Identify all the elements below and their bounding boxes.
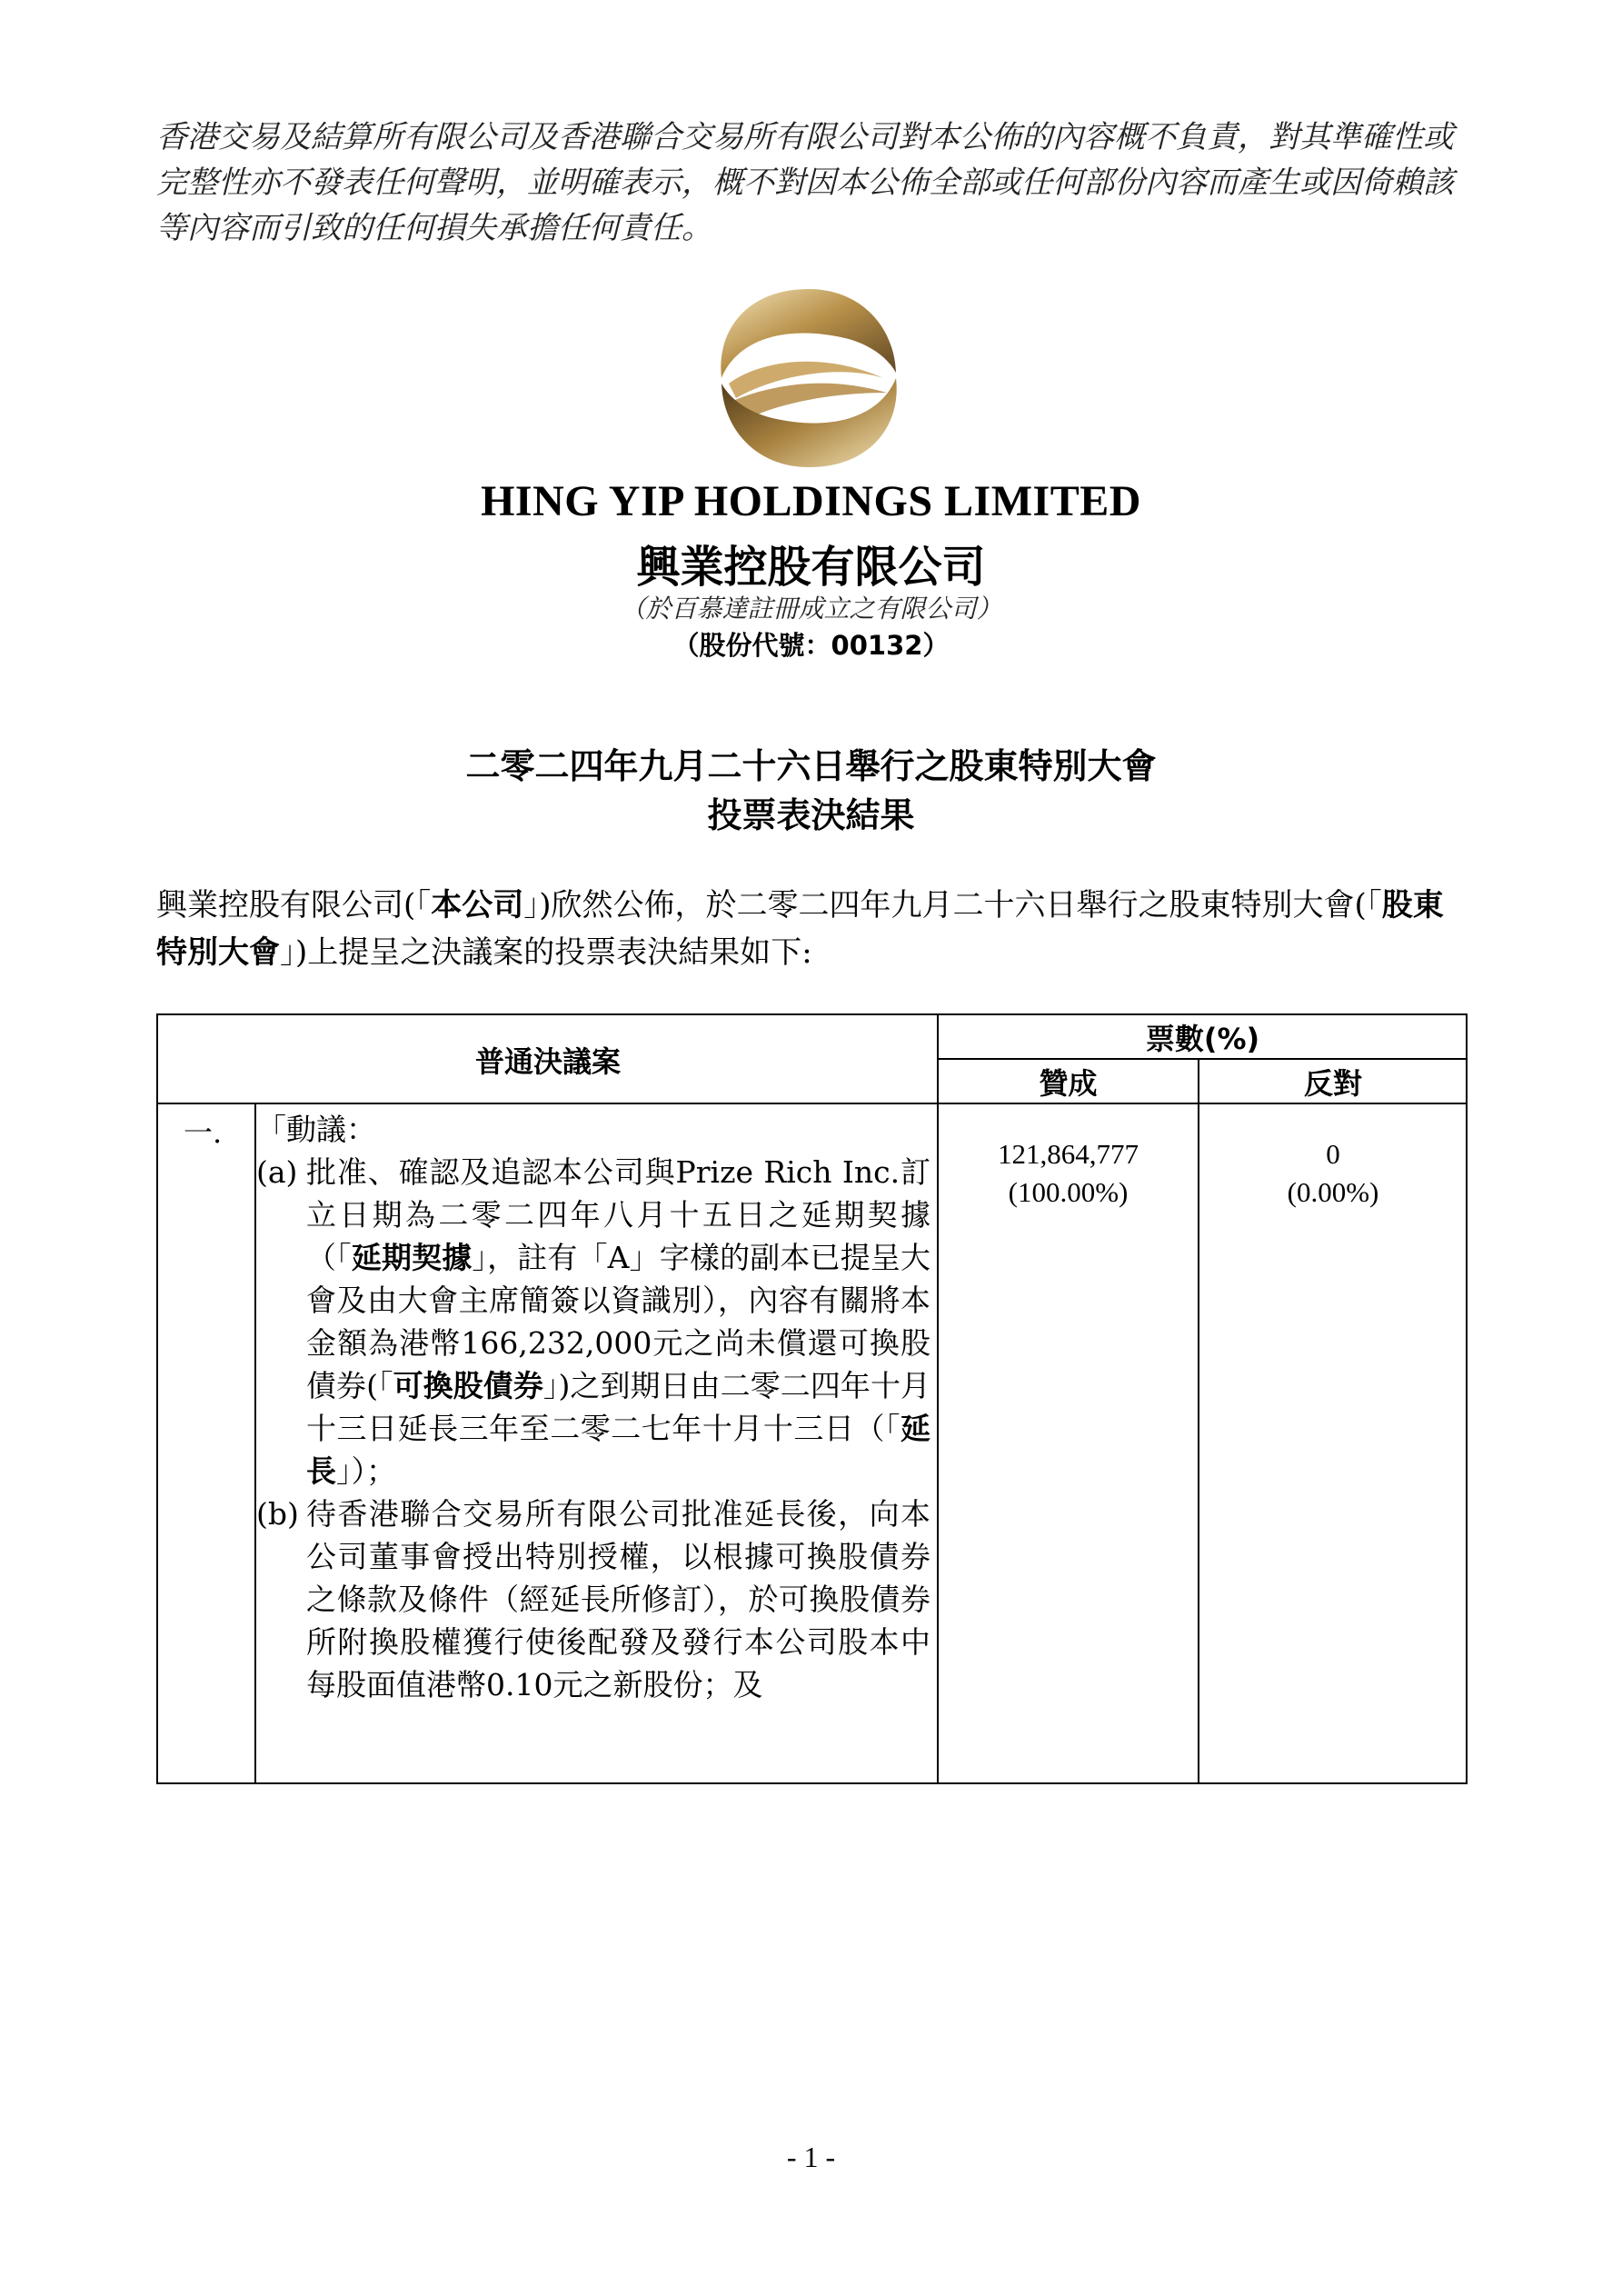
company-name-zh: 興業控股有限公司 <box>636 542 986 593</box>
against-votes: 0 <box>1326 1138 1340 1170</box>
table-divider <box>937 1015 939 1784</box>
item-a-part-3: 」)之到期日由二零二四年十月十三日延長三年至二零二七年十月十三日（「 <box>306 1368 931 1446</box>
header-resolution: 普通決議案 <box>474 1043 621 1079</box>
intro-part-2: 」)欣然公佈，於二零二四年九月二十六日舉行之股東特別大會(「 <box>523 887 1382 923</box>
intro-part-1: 興業控股有限公司(「 <box>156 887 432 923</box>
company-name-en: HING YIP HOLDINGS LIMITED <box>481 477 1141 525</box>
against-percent: (0.00%) <box>1287 1176 1379 1208</box>
header-votes: 票數(%) <box>1145 1022 1260 1056</box>
sgm-term: 股東特別大會 <box>156 887 1444 971</box>
item-a-term-2: 可換股債券 <box>393 1368 543 1403</box>
item-a-part-1: 批准、確認及追認本公司與Prize Rich Inc.訂立日期為二零二四年八月十五日之延期契據（「 <box>306 1154 930 1275</box>
title-line-1: 二零二四年九月二十六日舉行之股東特別大會 <box>465 746 1157 786</box>
intro-paragraph <box>156 882 1467 976</box>
motion-open: 「動議： <box>256 1112 376 1147</box>
intro-part-3: 」)上提呈之決議案的投票表決結果如下: <box>280 934 812 971</box>
item-b-label: (b) <box>256 1496 299 1532</box>
item-a-label: (a) <box>256 1154 298 1190</box>
resolution-text <box>256 1108 930 1706</box>
item-a-part-4: 」）； <box>336 1453 396 1489</box>
item-a-term-3: 延長 <box>306 1411 930 1489</box>
resolution-item-b <box>256 1492 930 1706</box>
announcement-title <box>0 742 1622 840</box>
item-a-term-1: 延期契據 <box>351 1240 473 1275</box>
company-term: 本公司 <box>431 887 524 923</box>
header-against: 反對 <box>1303 1065 1362 1101</box>
incorporation-note: （於百慕達註冊成立之有限公司） <box>620 594 1002 624</box>
page-number: - 1 - <box>786 2141 836 2173</box>
disclaimer-text: 香港交易及結算所有限公司及香港聯合交易所有限公司對本公佈的內容概不負責，對其準確性或完整性亦不發表任何聲明，並明確表示，概不對因本公佈全部或任何部份內容而產生或因倚賴該等內容而引致的任何損失承擔任何責任。 <box>156 119 1454 246</box>
item-b-text: 待香港聯合交易所有限公司批准延長後，向本公司董事會授出特別授權，以根據可換股債券之條款及條件（經延長所修訂），於可換股債券所附換股權獲行使後配發及發行本公司股本中每股面值港幣0.10元之新股份；及 <box>306 1496 930 1702</box>
header-for: 贊成 <box>1039 1065 1098 1101</box>
for-votes-cell <box>938 1135 1199 1212</box>
voting-results-table <box>156 1013 1468 1784</box>
item-a-part-2: 」，註有「A」字樣的副本已提呈大會及由大會主席簡簽以資識別），內容有關將本金額為港幣166,232,000元之尚未償還可換股債券(「 <box>306 1240 931 1403</box>
for-votes: 121,864,777 <box>998 1138 1139 1170</box>
company-logo <box>709 278 909 478</box>
for-percent: (100.00%) <box>1008 1176 1129 1208</box>
resolution-number: 一. <box>184 1115 223 1150</box>
resolution-item-a <box>256 1151 930 1492</box>
stock-code: （股份代號：00132） <box>672 630 950 661</box>
title-line-2: 投票表決結果 <box>707 795 915 835</box>
against-votes-cell <box>1199 1135 1468 1212</box>
item-a-text <box>306 1151 930 1492</box>
